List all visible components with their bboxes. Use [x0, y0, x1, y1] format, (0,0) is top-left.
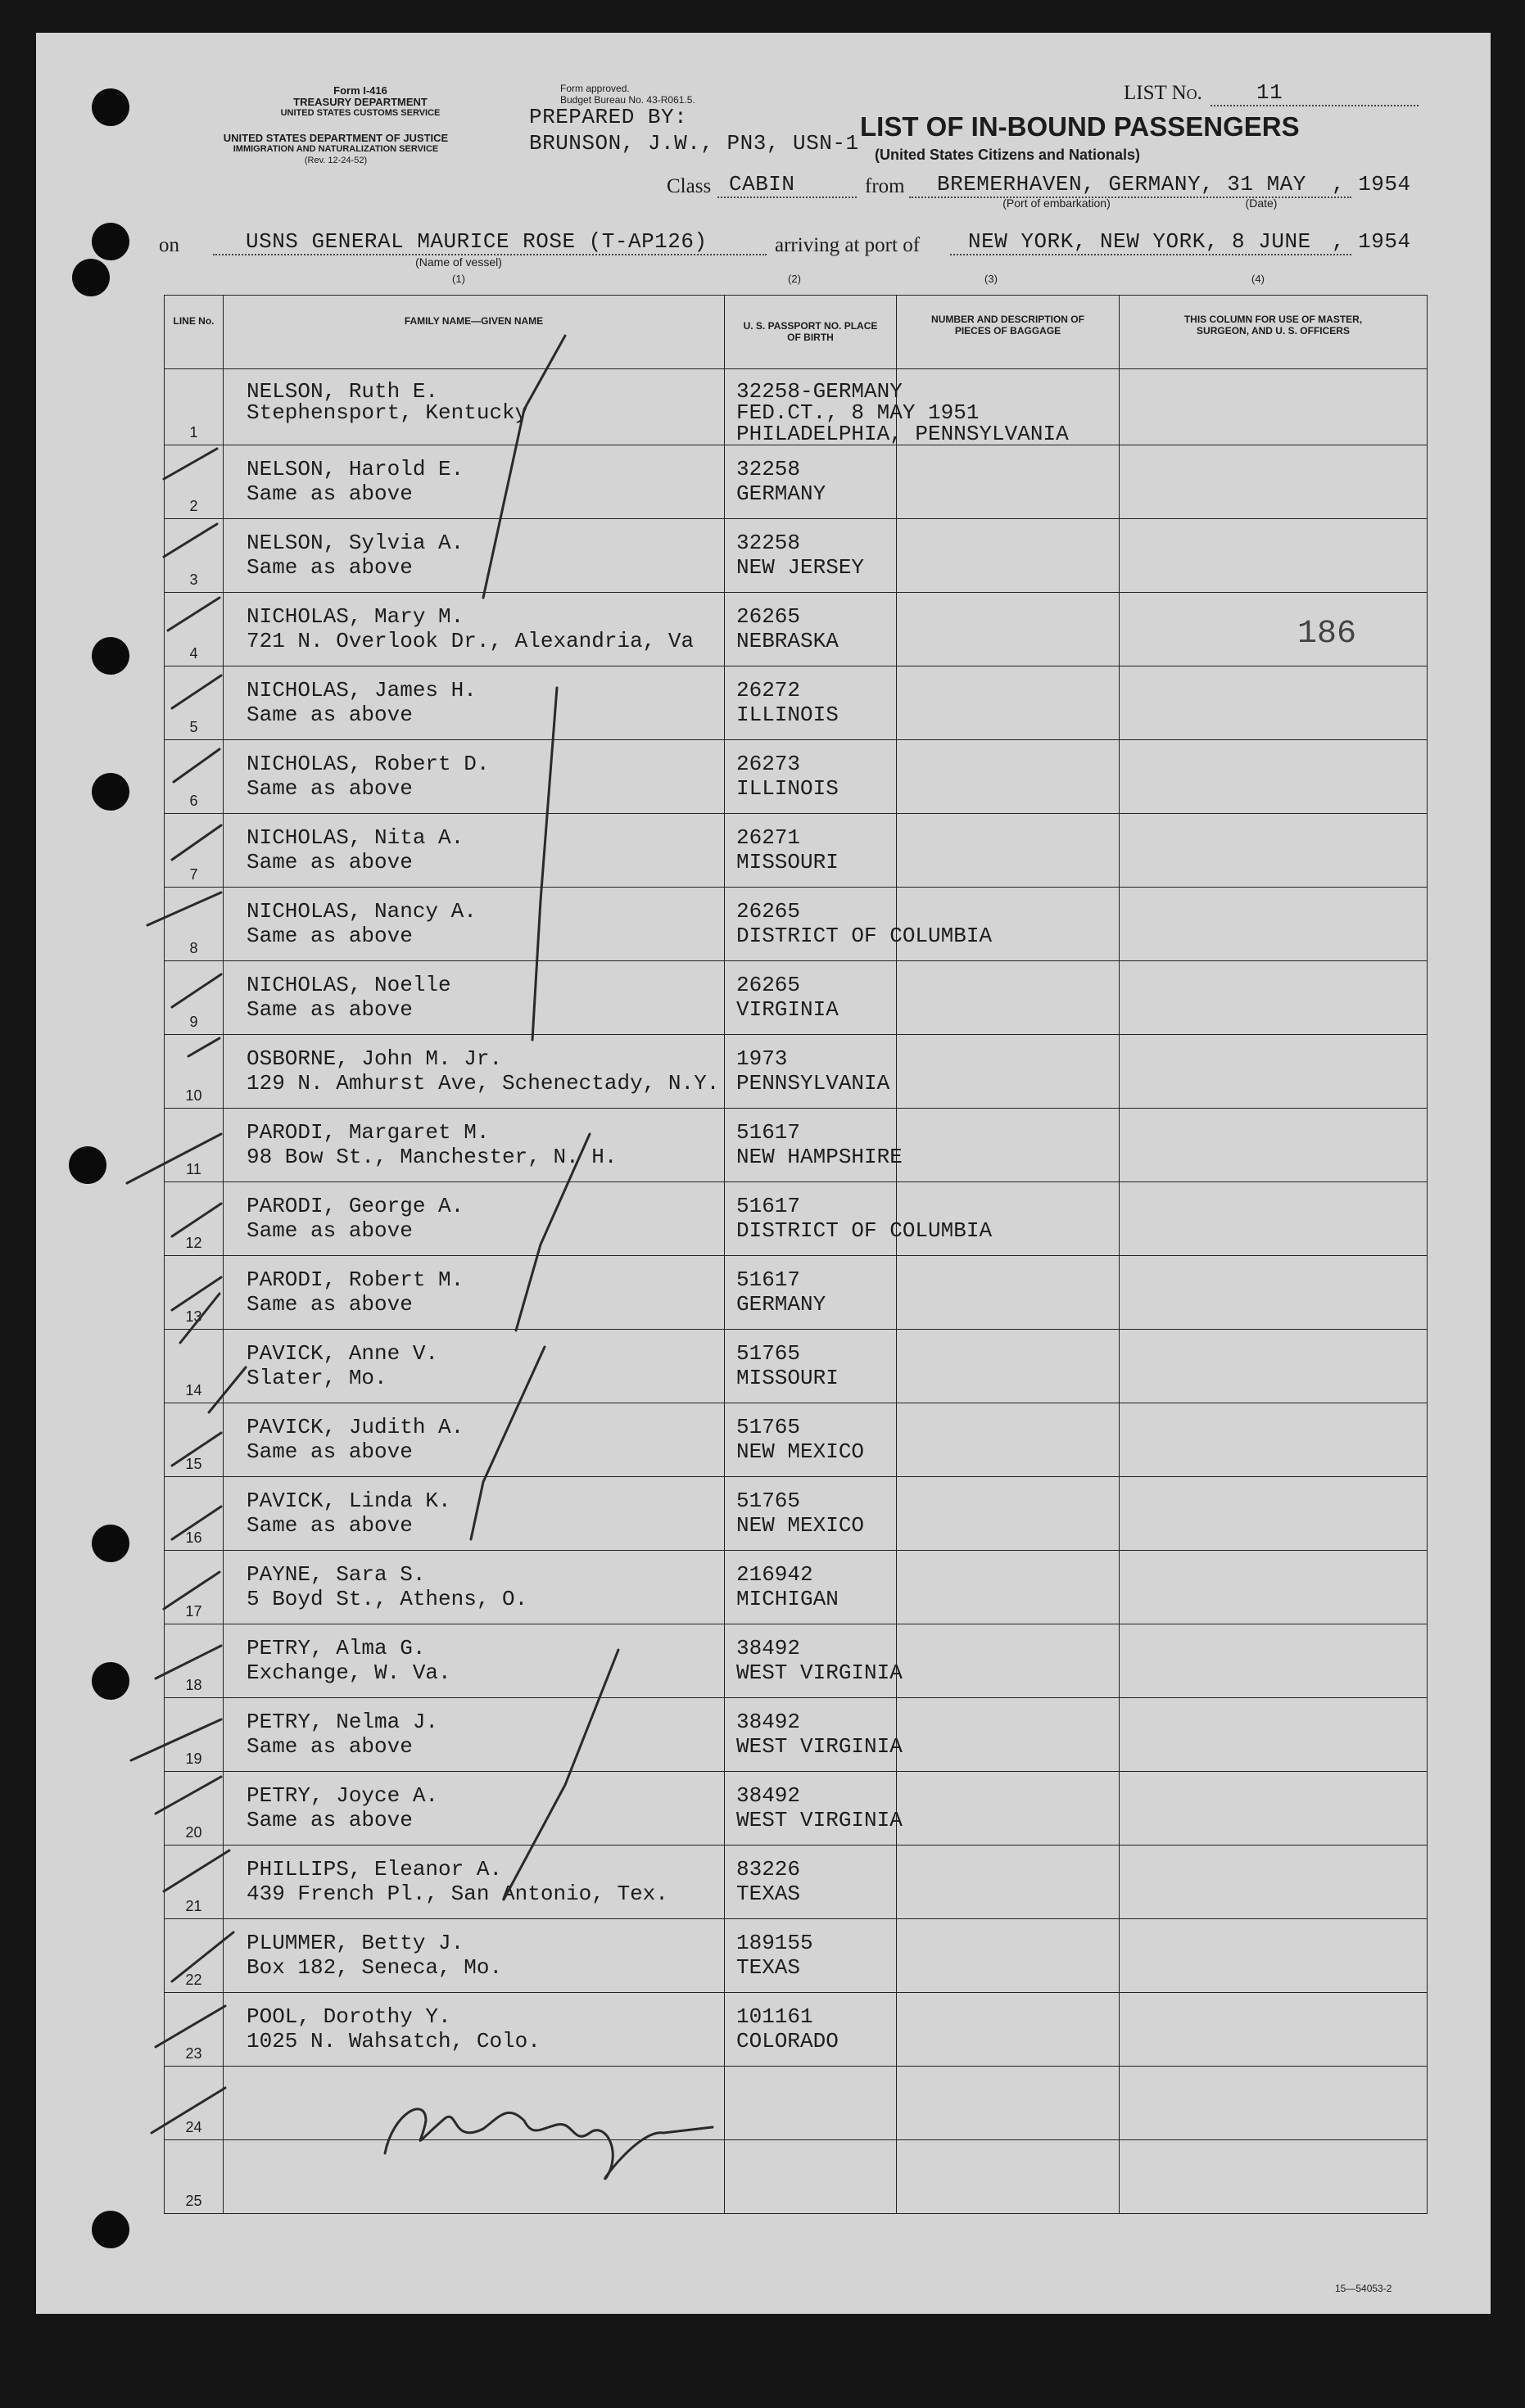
passport-cell	[725, 593, 897, 666]
arriving-label: arriving at port of	[775, 234, 921, 256]
passenger-name-cell	[224, 1624, 725, 1698]
passport-number: 216942	[736, 1562, 813, 1587]
punch-hole	[92, 1662, 129, 1700]
passenger-name: PLUMMER, Betty J.	[247, 1931, 464, 1955]
baggage-cell	[897, 2067, 1120, 2140]
baggage-cell	[897, 1919, 1120, 1993]
passenger-address: Exchange, W. Va.	[247, 1660, 451, 1685]
place-of-birth: DISTRICT OF COLUMBIA	[736, 924, 993, 948]
officer-use-cell	[1120, 2140, 1428, 2214]
passenger-name: NELSON, Ruth E.	[247, 379, 439, 404]
form-number: Form I-416	[333, 84, 387, 97]
table-row	[165, 1477, 1428, 1551]
passenger-address: Same as above	[247, 703, 413, 727]
passenger-address: Same as above	[247, 997, 413, 1022]
passenger-name-cell	[224, 2067, 725, 2140]
passenger-name-cell	[224, 1403, 725, 1477]
from-port: BREMERHAVEN, GERMANY, 31 MAY	[909, 172, 1351, 198]
passenger-name-cell	[224, 1182, 725, 1256]
passport-cell	[725, 1919, 897, 1993]
officer-use-cell	[1120, 1182, 1428, 1256]
baggage-cell	[897, 1035, 1120, 1109]
passenger-address: Same as above	[247, 1218, 413, 1243]
passenger-name-cell	[224, 666, 725, 740]
line-number: 17	[165, 1551, 224, 1624]
place-of-birth: WEST VIRGINIA	[736, 1660, 903, 1685]
passport-cell	[725, 740, 897, 814]
line-number: 7	[165, 814, 224, 888]
punch-hole	[92, 773, 129, 811]
punch-hole	[69, 1146, 106, 1184]
place-of-birth: WEST VIRGINIA	[736, 1734, 903, 1759]
place-of-birth: PENNSYLVANIA	[736, 1071, 890, 1096]
justice-dept: UNITED STATES DEPARTMENT OF JUSTICE	[223, 132, 449, 144]
officer-use-cell	[1120, 2067, 1428, 2140]
place-of-birth: GERMANY	[736, 1292, 826, 1317]
line-number: 15	[165, 1403, 224, 1477]
passport-cell	[725, 1846, 897, 1919]
passport-cell	[725, 445, 897, 519]
line-number: 13	[165, 1256, 224, 1330]
baggage-cell	[897, 1624, 1120, 1698]
passenger-address: Same as above	[247, 1808, 413, 1832]
place-of-birth: NEW JERSEY	[736, 555, 865, 580]
officer-use-cell	[1120, 1477, 1428, 1551]
table-row	[165, 593, 1428, 666]
passport-number: 1973	[736, 1046, 788, 1071]
passenger-name: PAYNE, Sara S.	[247, 1562, 426, 1587]
line-number: 21	[165, 1846, 224, 1919]
table-row	[165, 1919, 1428, 1993]
officer-use-cell	[1120, 1993, 1428, 2067]
table-row	[165, 2140, 1428, 2214]
passport-cell	[725, 1551, 897, 1624]
line-number: 5	[165, 666, 224, 740]
passport-number: 26265	[736, 973, 801, 997]
place-of-birth: NEW MEXICO	[736, 1439, 865, 1464]
line-number: 1	[165, 369, 224, 445]
place-of-birth: MISSOURI	[736, 1366, 839, 1390]
table-row	[165, 888, 1428, 961]
table-row	[165, 2067, 1428, 2140]
passenger-address: 98 Bow St., Manchester, N. H.	[247, 1145, 618, 1169]
officer-use-cell	[1120, 1624, 1428, 1698]
passport-number: 26273	[736, 752, 801, 776]
passport-cell	[725, 1035, 897, 1109]
punch-hole	[92, 88, 129, 126]
passport-number: 51617	[736, 1194, 801, 1218]
passenger-address: Same as above	[247, 776, 413, 801]
passenger-name-cell	[224, 740, 725, 814]
passenger-name-cell	[224, 1551, 725, 1624]
line-number: 6	[165, 740, 224, 814]
place-of-birth: NEW HAMPSHIRE	[736, 1145, 903, 1169]
passenger-name: NICHOLAS, Robert D.	[247, 752, 490, 776]
class-label: Class	[667, 175, 712, 197]
passport-cell	[725, 1993, 897, 2067]
line-number: 8	[165, 888, 224, 961]
punch-hole	[92, 637, 129, 675]
passenger-name-cell	[224, 369, 725, 445]
passport-cell	[725, 1109, 903, 1182]
table-row	[165, 961, 1428, 1035]
table-row	[165, 1846, 1428, 1919]
baggage-cell	[897, 1698, 1120, 1772]
passenger-address: Slater, Mo.	[247, 1366, 387, 1390]
place-of-birth: NEW MEXICO	[736, 1513, 865, 1538]
passenger-name-cell	[224, 519, 725, 593]
on-label: on	[159, 234, 179, 256]
punch-hole	[92, 1525, 129, 1562]
line-number: 2	[165, 445, 224, 519]
passport-number: 32258	[736, 457, 801, 481]
place-of-birth: ILLINOIS	[736, 703, 839, 727]
passport-cell	[725, 1624, 903, 1698]
column-number-2: (2)	[788, 273, 801, 285]
place-of-birth: TEXAS	[736, 1882, 801, 1906]
passport-cell	[725, 1477, 897, 1551]
officer-use-cell	[1120, 1846, 1428, 1919]
officer-note: 186	[1297, 616, 1357, 653]
prepared-by-label: PREPARED BY:	[529, 105, 688, 129]
passenger-name-cell	[224, 1698, 725, 1772]
passport-cell	[725, 1403, 897, 1477]
passport-number: 26265	[736, 604, 801, 629]
place-of-birth-detail: PHILADELPHIA, PENNSYLVANIA	[736, 422, 1069, 446]
passenger-address: 5 Boyd St., Athens, O.	[247, 1587, 528, 1611]
table-row	[165, 445, 1428, 519]
baggage-cell	[897, 1846, 1120, 1919]
table-row	[165, 1330, 1428, 1403]
passport-cell	[725, 2140, 897, 2214]
passport-number: 51765	[736, 1415, 801, 1439]
baggage-cell	[897, 740, 1120, 814]
passport-cell	[725, 888, 993, 961]
passport-number: 38492	[736, 1783, 801, 1808]
passport-cell	[725, 1256, 897, 1330]
line-number: 24	[165, 2067, 224, 2140]
baggage-cell	[897, 445, 1120, 519]
officer-use-cell	[1120, 369, 1428, 445]
officer-use-cell	[1120, 1256, 1428, 1330]
passenger-name: NELSON, Harold E.	[247, 457, 464, 481]
line-number: 4	[165, 593, 224, 666]
line-number: 19	[165, 1698, 224, 1772]
table-row	[165, 1403, 1428, 1477]
officer-use-cell	[1120, 445, 1428, 519]
passenger-name: PHILLIPS, Eleanor A.	[247, 1857, 503, 1882]
passenger-address: 1025 N. Wahsatch, Colo.	[247, 2029, 541, 2053]
passenger-name: PAVICK, Linda K.	[247, 1489, 451, 1513]
officer-use-cell	[1120, 1109, 1428, 1182]
passenger-address: Same as above	[247, 1292, 413, 1317]
ins-service: IMMIGRATION AND NATURALIZATION SERVICE	[233, 144, 439, 154]
officer-use-cell	[1120, 1772, 1428, 1846]
passenger-address: 721 N. Overlook Dr., Alexandria, Va	[247, 629, 695, 653]
passport-number: 51765	[736, 1341, 801, 1366]
passenger-name: PAVICK, Judith A.	[247, 1415, 464, 1439]
place-of-birth: MICHIGAN	[736, 1587, 839, 1611]
baggage-cell	[897, 961, 1120, 1035]
table-row	[165, 519, 1428, 593]
passport-cell	[725, 1330, 897, 1403]
passenger-name: NICHOLAS, James H.	[247, 678, 477, 703]
passenger-name: OSBORNE, John M. Jr.	[247, 1046, 503, 1071]
baggage-cell	[897, 666, 1120, 740]
list-no: 11	[1210, 80, 1419, 106]
arrival-year: , 1954	[1332, 229, 1411, 254]
passenger-name: NELSON, Sylvia A.	[247, 531, 464, 555]
officer-use-cell	[1120, 814, 1428, 888]
line-number: 9	[165, 961, 224, 1035]
officer-use-cell	[1120, 1035, 1428, 1109]
passenger-name-cell	[224, 445, 725, 519]
passport-number: 26265	[736, 899, 801, 924]
passenger-name: PARODI, George A.	[247, 1194, 464, 1218]
place-of-birth: COLORADO	[736, 2029, 839, 2053]
passport-cell	[725, 1182, 993, 1256]
passenger-name-cell	[224, 961, 725, 1035]
table-row	[165, 666, 1428, 740]
date-caption: (Date)	[1245, 197, 1278, 210]
passenger-name-cell	[224, 1846, 725, 1919]
line-number: 11	[165, 1109, 224, 1182]
line-number: 20	[165, 1772, 224, 1846]
passport-number: 38492	[736, 1636, 801, 1660]
table-row	[165, 1256, 1428, 1330]
punch-hole	[72, 259, 110, 296]
customs-service: UNITED STATES CUSTOMS SERVICE	[280, 108, 441, 118]
port-caption: (Port of embarkation)	[1002, 197, 1111, 210]
officer-use-cell	[1120, 1698, 1428, 1772]
table-header-row	[165, 296, 1428, 369]
officer-use-cell	[1120, 1919, 1428, 1993]
place-of-birth: DISTRICT OF COLUMBIA	[736, 1218, 993, 1243]
place-of-birth: MISSOURI	[736, 850, 839, 874]
prepared-by: BRUNSON, J.W., PN3, USN-1	[529, 131, 859, 156]
passenger-name-cell	[224, 888, 725, 961]
officer-use-cell	[1120, 888, 1428, 961]
baggage-cell	[897, 1256, 1120, 1330]
passport-number: 26271	[736, 825, 801, 850]
column-number-3: (3)	[984, 273, 998, 285]
passenger-name: NICHOLAS, Noelle	[247, 973, 451, 997]
officer-use-cell	[1120, 519, 1428, 593]
place-of-birth: VIRGINIA	[736, 997, 839, 1022]
place-of-birth: GERMANY	[736, 481, 826, 506]
passenger-name-cell	[224, 814, 725, 888]
passenger-name-cell	[224, 593, 725, 666]
table-row	[165, 369, 1428, 445]
baggage-cell	[897, 1403, 1120, 1477]
passenger-name-cell	[224, 1109, 725, 1182]
from-year: , 1954	[1332, 172, 1411, 197]
table-row	[165, 1624, 1428, 1698]
table-row	[165, 1772, 1428, 1846]
passenger-name-cell	[224, 1772, 725, 1846]
officer-use-cell	[1120, 1403, 1428, 1477]
line-number: 16	[165, 1477, 224, 1551]
passport-number: 32258	[736, 531, 801, 555]
passenger-name: PARODI, Robert M.	[247, 1267, 464, 1292]
vessel-caption: (Name of vessel)	[415, 255, 502, 269]
place-of-birth: WEST VIRGINIA	[736, 1808, 903, 1832]
passport-cell	[725, 2067, 897, 2140]
passenger-name: PETRY, Joyce A.	[247, 1783, 439, 1808]
col-header-line: LINE No.	[165, 296, 224, 369]
table-row	[165, 1035, 1428, 1109]
baggage-cell	[897, 519, 1120, 593]
line-number: 18	[165, 1624, 224, 1698]
baggage-cell	[897, 1772, 1120, 1846]
passenger-name: NICHOLAS, Nancy A.	[247, 899, 477, 924]
passport-number: 38492	[736, 1710, 801, 1734]
officer-use-cell	[1120, 961, 1428, 1035]
baggage-cell	[897, 2140, 1120, 2214]
column-number-4: (4)	[1251, 273, 1265, 285]
col-header-passport: U. S. PASSPORT NO. PLACE OF BIRTH	[725, 296, 897, 369]
passenger-name: PETRY, Alma G.	[247, 1636, 426, 1660]
line-number: 12	[165, 1182, 224, 1256]
passenger-table	[164, 295, 1428, 2214]
page-subtitle: (United States Citizens and Nationals)	[874, 147, 1141, 163]
table-row	[165, 814, 1428, 888]
officer-use-cell	[1120, 740, 1428, 814]
line-number: 23	[165, 1993, 224, 2067]
passport-cell	[725, 369, 1069, 446]
from-label: from	[865, 175, 905, 197]
passport-number: 26272	[736, 678, 801, 703]
passenger-address: Same as above	[247, 850, 413, 874]
baggage-cell	[897, 1109, 1120, 1182]
passport-number: 189155	[736, 1931, 813, 1955]
table-row	[165, 1182, 1428, 1256]
baggage-cell	[897, 1551, 1120, 1624]
table-row	[165, 1551, 1428, 1624]
list-no-label: LIST No.	[1124, 82, 1202, 104]
passport-number: 51765	[736, 1489, 801, 1513]
baggage-cell	[897, 1477, 1120, 1551]
passport-number: 83226	[736, 1857, 801, 1882]
passenger-name: PAVICK, Anne V.	[247, 1341, 439, 1366]
baggage-cell	[897, 593, 1120, 666]
line-number: 10	[165, 1035, 224, 1109]
passenger-name: NICHOLAS, Nita A.	[247, 825, 464, 850]
table-row	[165, 1993, 1428, 2067]
passenger-name-cell	[224, 1993, 725, 2067]
form-approved: Form approved.	[560, 83, 630, 94]
passenger-name-cell	[224, 1035, 725, 1109]
passenger-address: 439 French Pl., San Antonio, Tex.	[247, 1882, 668, 1906]
column-number-1: (1)	[452, 273, 465, 285]
line-number: 22	[165, 1919, 224, 1993]
passenger-name-cell	[224, 1919, 725, 1993]
passport-cell	[725, 666, 897, 740]
officer-use-cell	[1120, 1551, 1428, 1624]
place-of-birth: FED.CT., 8 MAY 1951	[736, 400, 980, 425]
passenger-address: Box 182, Seneca, Mo.	[247, 1955, 503, 1980]
passport-cell	[725, 1772, 903, 1846]
page-title: LIST OF IN-BOUND PASSENGERS	[860, 111, 1300, 142]
col-header-name: FAMILY NAME—GIVEN NAME	[224, 296, 725, 369]
baggage-cell	[897, 1330, 1120, 1403]
passenger-name-cell	[224, 1256, 725, 1330]
passport-cell	[725, 519, 897, 593]
passenger-address: Same as above	[247, 555, 413, 580]
col-header-baggage: NUMBER AND DESCRIPTION OF PIECES OF BAGGAGE	[897, 296, 1120, 369]
passport-number: 32258-GERMANY	[736, 379, 903, 404]
officer-use-cell	[1120, 666, 1428, 740]
line-number: 25	[165, 2140, 224, 2214]
passenger-name: POOL, Dorothy Y.	[247, 2004, 451, 2029]
passenger-address: 129 N. Amhurst Ave, Schenectady, N.Y.	[247, 1071, 720, 1096]
place-of-birth: NEBRASKA	[736, 629, 839, 653]
punch-hole	[92, 223, 129, 260]
passenger-name: NICHOLAS, Mary M.	[247, 604, 464, 629]
passenger-name-cell	[224, 1330, 725, 1403]
passenger-address: Same as above	[247, 924, 413, 948]
class-value: CABIN	[717, 172, 857, 198]
baggage-cell	[897, 1993, 1120, 2067]
passenger-address: Stephensport, Kentucky	[247, 400, 528, 425]
passenger-address: Same as above	[247, 1513, 413, 1538]
passenger-name: PETRY, Nelma J.	[247, 1710, 439, 1734]
baggage-cell	[897, 814, 1120, 888]
table-row	[165, 1109, 1428, 1182]
passport-number: 51617	[736, 1267, 801, 1292]
passport-cell	[725, 961, 897, 1035]
table-row	[165, 740, 1428, 814]
passenger-name-cell	[224, 2140, 725, 2214]
officer-use-cell	[1120, 1330, 1428, 1403]
passport-number: 51617	[736, 1120, 801, 1145]
line-number: 3	[165, 519, 224, 593]
vessel-name: USNS GENERAL MAURICE ROSE (T-AP126)	[213, 229, 767, 255]
punch-hole	[92, 2211, 129, 2248]
passport-cell	[725, 814, 897, 888]
table-row	[165, 1698, 1428, 1772]
arrival-port: NEW YORK, NEW YORK, 8 JUNE	[950, 229, 1351, 255]
officer-use-cell	[1120, 593, 1428, 666]
line-number: 14	[165, 1330, 224, 1403]
revision-date: (Rev. 12-24-52)	[304, 156, 368, 165]
passport-cell	[725, 1698, 903, 1772]
passenger-address: Same as above	[247, 1439, 413, 1464]
passenger-name-cell	[224, 1477, 725, 1551]
budget-bureau: Budget Bureau No. 43-R061.5.	[560, 94, 695, 106]
passenger-name: PARODI, Margaret M.	[247, 1120, 490, 1145]
place-of-birth: TEXAS	[736, 1955, 801, 1980]
treasury-dept: TREASURY DEPARTMENT	[293, 96, 428, 108]
form-print-code: 15—54053-2	[1335, 2283, 1392, 2294]
col-header-officers: THIS COLUMN FOR USE OF MASTER, SURGEON, AND U. S. OFFICERS	[1120, 296, 1428, 369]
place-of-birth: ILLINOIS	[736, 776, 839, 801]
passenger-address: Same as above	[247, 1734, 413, 1759]
passenger-address: Same as above	[247, 481, 413, 506]
passport-number: 101161	[736, 2004, 813, 2029]
